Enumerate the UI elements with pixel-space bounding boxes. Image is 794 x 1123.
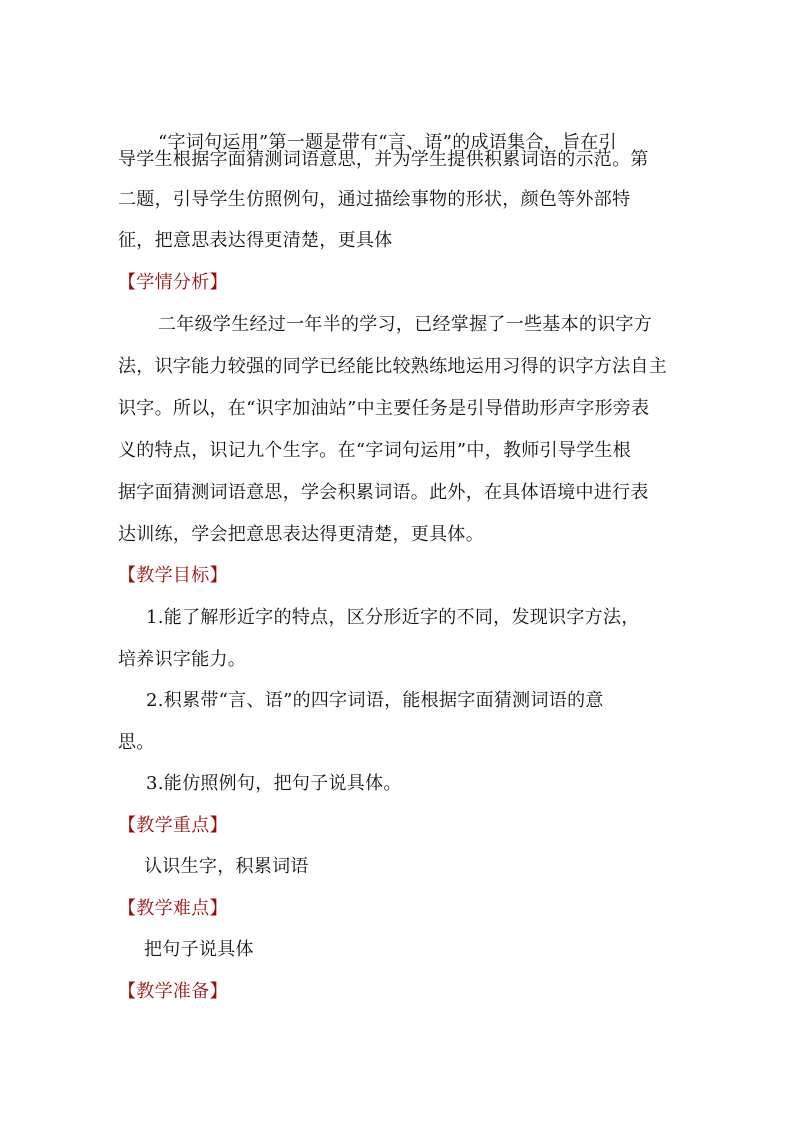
analysis-line-6: 达训练，学会把意思表达得更清楚，更具体。: [118, 524, 484, 545]
difficulty-heading: 【教学难点】: [118, 898, 228, 919]
intro-line-3: 二题，引导学生仿照例句，通过描绘事物的形状，颜色等外部特: [118, 189, 631, 210]
analysis-line-4: 义的特点，识记九个生字。在“字词句运用”中，教师引导学生根: [118, 440, 632, 461]
goal-1-line-2: 培养识字能力。: [118, 649, 247, 670]
analysis-line-2: 法，识字能力较强的同学已经能比较熟练地运用习得的识字方法自主: [118, 356, 667, 377]
analysis-line-5: 据字面猜测词语意思，学会积累词语。此外，在具体语境中进行表: [118, 482, 649, 503]
prep-heading: 【教学准备】: [118, 981, 228, 1002]
goal-2-line-1: 2.积累带“言、语”的四字词语，能根据字面猜测词语的意: [146, 690, 604, 711]
analysis-line-3: 识字。所以，在“识字加油站”中主要任务是引导借助形声字形旁表: [118, 398, 650, 419]
difficulty-text: 把句子说具体: [144, 939, 254, 960]
goals-heading: 【教学目标】: [118, 565, 228, 586]
key-heading: 【教学重点】: [118, 815, 228, 836]
intro-line-4: 征，把意思表达得更清楚，更具体: [118, 230, 393, 251]
intro-line-2: 导学生根据字面猜测词语意思，并为学生提供积累词语的示范。第: [118, 149, 649, 170]
intro-line-1: “字词句运用”第一题是带有“言、语”的成语集合，旨在引: [158, 132, 617, 153]
analysis-line-1: 二年级学生经过一年半的学习，已经掌握了一些基本的识字方: [158, 314, 653, 335]
goal-3-line-1: 3.能仿照例句，把句子说具体。: [146, 773, 402, 794]
goal-1-line-1: 1.能了解形近字的特点，区分形近字的不同，发现识字方法，: [146, 607, 640, 628]
key-text: 认识生字，积累词语: [144, 856, 309, 877]
goal-2-line-2: 思。: [118, 732, 155, 753]
analysis-heading: 【学情分析】: [118, 272, 228, 293]
